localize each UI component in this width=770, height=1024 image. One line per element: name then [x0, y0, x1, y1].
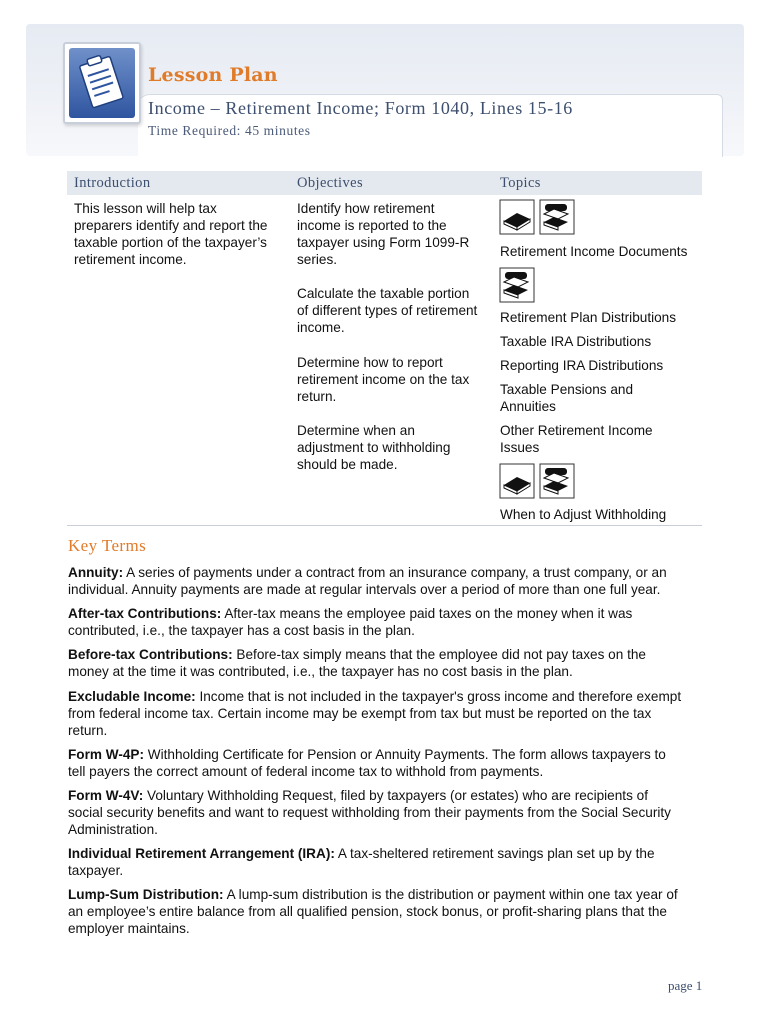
key-term-line — [68, 886, 696, 903]
topic-line: Issues — [500, 440, 540, 455]
key-term — [68, 646, 696, 680]
page-number: page 1 — [668, 978, 703, 993]
objective-item — [297, 285, 492, 336]
key-term — [68, 564, 696, 598]
introduction-text — [74, 200, 289, 268]
topic-line: Other Retirement Income — [500, 423, 653, 438]
key-term-name: Excludable Income: — [68, 689, 196, 704]
key-term-line — [68, 787, 696, 804]
key-term-line: taxpayer. — [68, 863, 124, 878]
key-term — [68, 605, 696, 639]
book-closed-icon — [500, 464, 534, 498]
objective-item — [297, 200, 492, 268]
key-term — [68, 787, 696, 838]
topic-item — [500, 243, 687, 260]
key-term-line: contributed, i.e., the taxpayer has a cost basis in the plan. — [68, 623, 415, 638]
topic-line: Taxable IRA Distributions — [500, 334, 652, 349]
key-term — [68, 845, 696, 879]
objective-line: Determine how to report — [297, 355, 443, 370]
objective-item — [297, 422, 492, 473]
objective-line: return. — [297, 389, 337, 404]
book-stack-icon — [540, 200, 574, 234]
key-term-text: A tax-sheltered retirement savings plan set up by the — [334, 846, 655, 861]
objective-line: retirement income on the tax — [297, 372, 470, 387]
page-title: Lesson Plan — [148, 64, 278, 86]
topic-item — [500, 309, 676, 326]
key-term — [68, 886, 696, 937]
time-required: Time Required: 45 minutes — [148, 123, 311, 138]
topic-line: When to Adjust Withholding — [500, 507, 667, 522]
key-term-name: Lump-Sum Distribution: — [68, 887, 224, 902]
objective-line: should be made. — [297, 457, 398, 472]
key-term-name: Form W-4P: — [68, 747, 145, 762]
key-term-name: After-tax Contributions: — [68, 606, 222, 621]
key-term-name: Annuity: — [68, 565, 124, 580]
key-term-line: tell payers the correct amount of federal income tax to withhold from payments. — [68, 764, 544, 779]
clipboard-icon — [69, 48, 135, 118]
introduction-heading: Introduction — [74, 175, 151, 191]
introduction-line: preparers identify and report the — [74, 218, 268, 233]
key-term-text: Voluntary Withholding Request, filed by taxpayers (or estates) who are recipients of — [143, 788, 648, 803]
key-term-line — [68, 605, 696, 622]
introduction-line: retirement income. — [74, 252, 187, 267]
key-term-text: Withholding Certificate for Pension or Annuity Payments. The form allows taxpayers to — [144, 747, 666, 762]
topic-item — [500, 357, 663, 374]
key-term-line — [68, 688, 696, 705]
key-term-line: social security benefits and want to request withholding from their payments from the Social Security — [68, 805, 671, 820]
key-term-name: Individual Retirement Arrangement (IRA): — [68, 846, 335, 861]
lesson-subtitle: Income – Retirement Income; Form 1040, Lines 15-16 — [148, 98, 573, 118]
book-stack-icon — [540, 464, 574, 498]
key-term-line — [68, 845, 696, 862]
key-term-name: Form W-4V: — [68, 788, 144, 803]
key-term — [68, 746, 696, 780]
objective-line: of different types of retirement — [297, 303, 478, 318]
objective-line: income. — [297, 320, 345, 335]
topic-line: Retirement Income Documents — [500, 244, 688, 259]
objective-line: series. — [297, 252, 338, 267]
topic-item — [500, 506, 666, 523]
key-term-line: Administration. — [68, 822, 158, 837]
topic-icons-documents — [499, 199, 577, 235]
key-term-line: return. — [68, 723, 108, 738]
topic-item — [500, 333, 651, 350]
topic-icons-withholding — [499, 463, 577, 499]
topic-item — [500, 381, 633, 415]
objective-line: income is reported to the — [297, 218, 447, 233]
objective-line: Identify how retirement — [297, 201, 435, 216]
key-term-text: Before-tax simply means that the employee did not pay taxes on the — [232, 647, 646, 662]
key-term-line: individual. Annuity payments are made at regular intervals over a period of more than one full year. — [68, 582, 661, 597]
objective-line: Calculate the taxable portion — [297, 286, 470, 301]
introduction-line: This lesson will help tax — [74, 201, 217, 216]
topic-item — [500, 422, 653, 456]
column-heading-bar — [67, 171, 702, 195]
book-stack-icon — [500, 268, 534, 302]
key-term-line — [68, 646, 696, 663]
key-term-name: Before-tax Contributions: — [68, 647, 233, 662]
topic-line: Retirement Plan Distributions — [500, 310, 677, 325]
key-term — [68, 688, 696, 739]
topic-line: Taxable Pensions and — [500, 382, 634, 397]
key-term-text: After-tax means the employee paid taxes on the money when it was — [221, 606, 633, 621]
objective-item — [297, 354, 492, 405]
objective-line: Determine when an — [297, 423, 415, 438]
section-divider — [67, 525, 702, 526]
objective-line: adjustment to withholding — [297, 440, 451, 455]
key-term-line: employer maintains. — [68, 921, 190, 936]
key-term-text: A series of payments under a contract from an insurance company, a trust company, or an — [123, 565, 667, 580]
key-term-text: A lump-sum distribution is the distribution or payment within one tax year of — [223, 887, 678, 902]
key-term-line — [68, 564, 696, 581]
key-term-line: money at the time it was contributed, i.e., the taxpayer has no cost basis in the plan. — [68, 664, 573, 679]
topics-heading: Topics — [500, 175, 541, 191]
topic-icons-distributions — [499, 267, 537, 303]
key-terms-heading: Key Terms — [68, 536, 147, 555]
key-term-line — [68, 746, 696, 763]
introduction-line: taxable portion of the taxpayer’s — [74, 235, 267, 250]
key-term-line: an employee’s entire balance from all qualified pension, stock bonus, or profit-sharing plans that the — [68, 904, 667, 919]
topic-line: Reporting IRA Distributions — [500, 358, 664, 373]
book-closed-icon — [500, 200, 534, 234]
objectives-heading: Objectives — [297, 175, 364, 191]
objective-line: taxpayer using Form 1099-R — [297, 235, 470, 250]
topic-line: Annuities — [500, 399, 556, 414]
key-term-text: Income that is not included in the taxpayer's gross income and therefore exempt — [195, 689, 682, 704]
key-term-line: from federal income tax. Certain income may be exempt from tax but must be reported on the tax — [68, 706, 652, 721]
lesson-plan-logo — [63, 42, 141, 124]
